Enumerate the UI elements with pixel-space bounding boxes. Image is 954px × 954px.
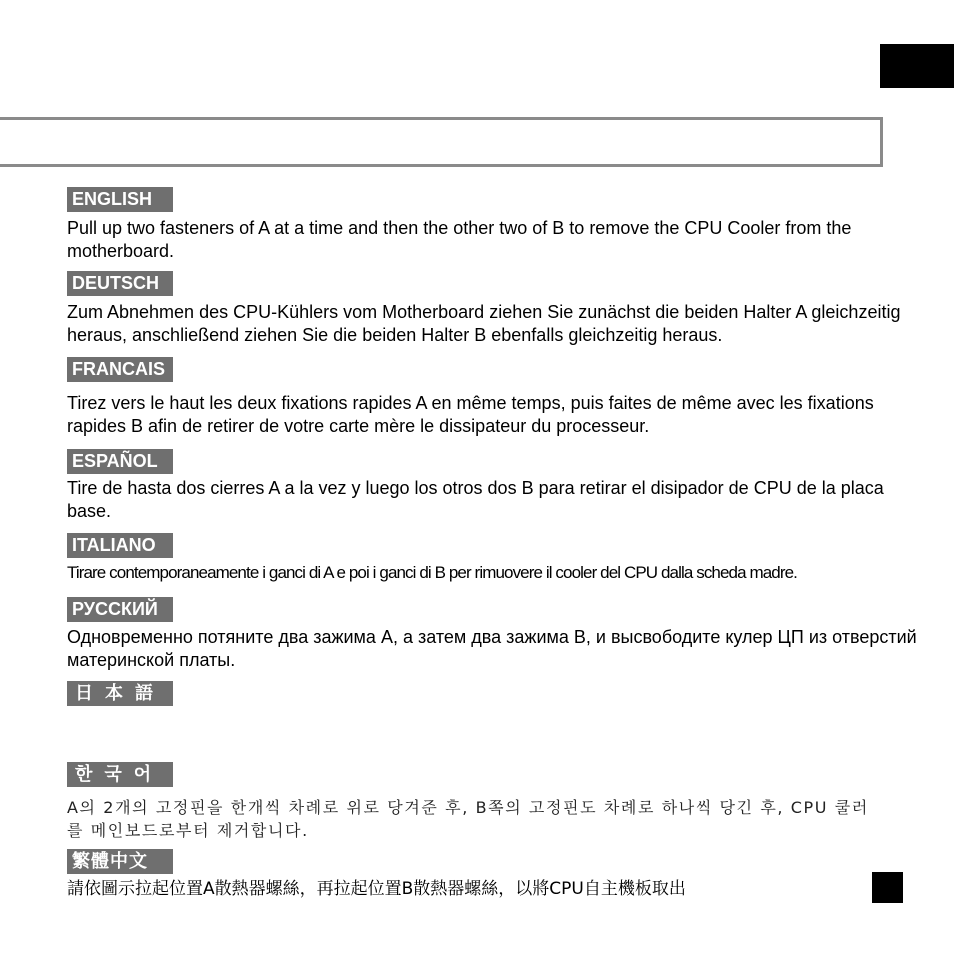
page-tab-marker <box>880 44 954 88</box>
text-english: Pull up two fasteners of A at a time and then the other two of B to remove the CPU Cooler from the motherboard. <box>67 218 852 261</box>
label-japanese: 日本語 <box>67 681 173 706</box>
text-korean: A의 2개의 고정핀을 한개씩 차례로 위로 당겨준 후, B쪽의 고정핀도 차례로 하나씩 당긴 후, CPU 쿨러를 메인보드로부터 제거합니다. <box>67 798 869 840</box>
label-russian: РУССКИЙ <box>67 597 173 622</box>
text-deutsch: Zum Abnehmen des CPU-Kühlers vom Motherboard ziehen Sie zunächst die beiden Halter A gleichzeitig heraus, anschließend ziehen Sie die beiden Halter B ebenfalls gleichzeitig heraus. <box>67 302 901 345</box>
label-francais: FRANCAIS <box>67 357 173 382</box>
label-chinese: 繁體中文 <box>67 849 173 874</box>
header-frame <box>0 117 883 167</box>
label-english: ENGLISH <box>67 187 173 212</box>
label-deutsch: DEUTSCH <box>67 271 173 296</box>
text-francais: Tirez vers le haut les deux fixations rapides A en même temps, puis faites de même avec les fixations rapides B afin de retirer de votre carte mère le dissipateur du processeur. <box>67 393 874 436</box>
text-chinese: 請依圖示拉起位置A散熱器螺絲，再拉起位置B散熱器螺絲，以將CPU自主機板取出 <box>67 879 686 899</box>
text-espanol: Tire de hasta dos cierres A a la vez y luego los otros dos B para retirar el disipador de CPU de la placa base. <box>67 478 884 521</box>
text-italiano: Tirare contemporaneamente i ganci di A e poi i ganci di B per rimuovere il cooler del CPU dalla scheda madre. <box>67 563 797 582</box>
label-italiano: ITALIANO <box>67 533 173 558</box>
label-korean: 한국어 <box>67 762 173 787</box>
label-espanol: ESPAÑOL <box>67 449 173 474</box>
text-russian: Одновременно потяните два зажима A, а затем два зажима B, и высвободите кулер ЦП из отверстий материнской платы. <box>67 627 917 670</box>
page-square-marker <box>872 872 903 903</box>
